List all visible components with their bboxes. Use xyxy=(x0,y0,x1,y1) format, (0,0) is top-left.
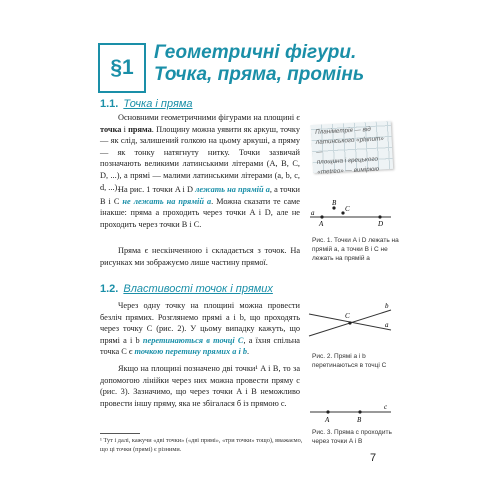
point-b xyxy=(358,410,361,413)
label-line-c: c xyxy=(384,403,388,411)
subsection-heading-1-2 xyxy=(100,283,273,295)
title-line-1: Геометричні фігури. xyxy=(154,42,357,63)
label-point-b: B xyxy=(332,199,337,207)
figure-2 xyxy=(305,300,395,345)
label-line-b: b xyxy=(385,302,389,310)
label-point-d: D xyxy=(378,220,384,228)
definition-note xyxy=(311,121,393,176)
note-line-2: площина і грецького xyxy=(316,155,379,166)
figure-3-caption: Рис. 3. Пряма c проходить через точки A і B xyxy=(312,429,392,445)
footnote-divider xyxy=(100,433,140,434)
emphasis: лежать на прямій a xyxy=(195,185,270,194)
note-line-1: Планіметрія — від латинського «planum» — xyxy=(315,125,384,156)
point-a xyxy=(326,410,329,413)
label-line-a: a xyxy=(385,321,389,329)
label-point-b: B xyxy=(357,416,362,424)
subsection-heading-1-1 xyxy=(100,98,192,110)
point-a xyxy=(320,215,323,218)
text: . Площину можна уявити як аркуш, точку — як слід, залишений голкою на цьому аркуші, а пряму — як тонку натягнуту нитку. Точки зазвичай позначають великими латинськими літерами (A, B, C, D, ...), а прямі — малими латинськими літерами (a, b, c, d, ...). xyxy=(100,124,300,192)
subsection-number: 1.2. xyxy=(100,283,119,295)
label-point-a: A xyxy=(319,220,324,228)
footnote: ¹ Тут і далі, кажучи «дві точки» («дві прямі», «три точки» тощо), вважаємо, що ці точки (прямі) є різними. xyxy=(100,437,303,453)
text: Пряма є нескінченною і складається з точок. На рисунках ми зображуємо лише частину прямої. xyxy=(100,246,300,267)
point-d xyxy=(378,215,381,218)
text: , а їхня спільна точка C є xyxy=(100,335,300,357)
label-point-c: C xyxy=(345,205,350,213)
figure-2-caption: Рис. 2. Прямі a і b перетинаються в точці C xyxy=(312,353,387,369)
emphasis: точкою перетину прямих a і b xyxy=(134,347,247,357)
paragraph-1-1-b xyxy=(100,184,300,230)
figure-3 xyxy=(308,398,393,428)
section-mark: §1 xyxy=(110,56,134,79)
title-line-2: Точка, пряма, промінь xyxy=(154,64,365,85)
subsection-title: Точка і пряма xyxy=(123,98,193,110)
page-title xyxy=(154,42,374,86)
term-point: точка xyxy=(100,124,122,134)
label-point-c: C xyxy=(345,312,350,320)
text: . Можна сказати те саме інакше: пряма a проходить через точки A і D, але не проходить через точки B і C. xyxy=(100,196,300,229)
subsection-number: 1.1. xyxy=(100,98,119,110)
text: і xyxy=(121,124,129,134)
page-number: 7 xyxy=(370,452,377,464)
intersection-point-c xyxy=(348,321,351,324)
figure-1 xyxy=(308,195,393,230)
paragraph-1-2-a xyxy=(100,300,300,358)
paragraph-1-1-c xyxy=(100,245,300,268)
note-line-3: «metreo» — вимірюю xyxy=(317,165,380,176)
label-point-a: A xyxy=(325,416,330,424)
text: На рис. 1 точки A і D xyxy=(118,185,196,194)
term-line: пряма xyxy=(128,124,152,134)
emphasis: не лежать на прямій a xyxy=(122,196,212,206)
emphasis: перетинаються в точці C xyxy=(142,335,244,345)
paragraph-1-1-a xyxy=(100,112,300,193)
figure-1-caption: Рис. 1. Точки A і D лежать на прямій a, а точки B і C не лежать на прямій a xyxy=(312,237,399,262)
section-number-box xyxy=(98,43,146,93)
text: Якщо на площині позначено дві точки¹ A і B, то за допомогою лінійки через них можна провести пряму c (рис. 3). Зазначимо, що через точки A і B неможливо провести іншу пряму, яка не збігалася б із прямою c. xyxy=(100,364,300,408)
text: . xyxy=(246,347,250,357)
paragraph-1-2-b xyxy=(100,363,300,409)
text: , а точки B і C xyxy=(100,185,300,206)
subsection-title: Властивості точок і прямих xyxy=(123,283,273,295)
text: Основними геометричними фігурами на площині є xyxy=(118,113,300,122)
label-a-line: a xyxy=(311,209,315,217)
text: Через одну точку на площині можна провести безліч прямих. Розглянемо прямі a і b, що проходять через точку C (рис. 2). У цьому випадку кажуть, що прямі a і b xyxy=(100,301,300,345)
